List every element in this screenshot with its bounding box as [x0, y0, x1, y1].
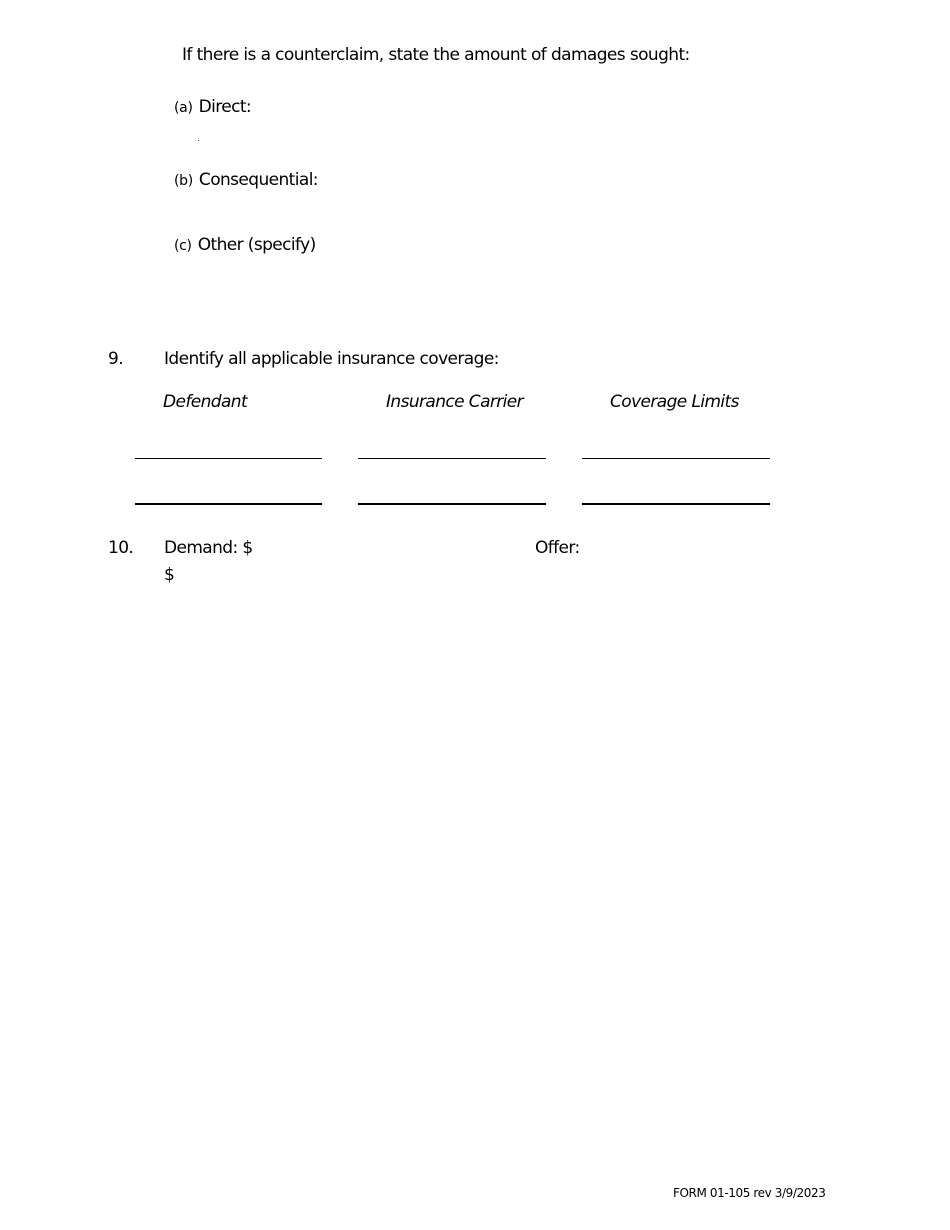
coverage-limits-line-2[interactable]	[582, 503, 770, 505]
demand-label: Demand: $	[164, 538, 253, 558]
counterclaim-item-other	[174, 235, 316, 255]
column-header-coverage-limits: Coverage Limits	[610, 392, 739, 412]
offer-label: Offer:	[535, 538, 580, 558]
form-id-footer: FORM 01-105 rev 3/9/2023	[673, 1186, 826, 1200]
item-letter: (c)	[174, 238, 192, 254]
item-letter: (a)	[174, 100, 193, 116]
defendant-line-1[interactable]	[135, 458, 322, 459]
counterclaim-item-direct	[174, 97, 251, 117]
item-label: Direct:	[198, 97, 252, 117]
item-label: Other (specify)	[197, 235, 316, 255]
column-header-insurance-carrier: Insurance Carrier	[386, 392, 524, 412]
stray-dot	[198, 140, 199, 141]
section-9-number: 9.	[108, 349, 124, 369]
offer-dollar-sign: $	[164, 565, 175, 585]
counterclaim-intro: If there is a counterclaim, state the amount of damages sought:	[182, 45, 690, 65]
defendant-line-2[interactable]	[135, 503, 322, 505]
section-9-text: Identify all applicable insurance coverage:	[164, 349, 499, 369]
item-letter: (b)	[174, 173, 193, 189]
counterclaim-item-consequential	[174, 170, 318, 190]
coverage-limits-line-1[interactable]	[582, 458, 770, 459]
item-label: Consequential:	[198, 170, 318, 190]
column-header-defendant: Defendant	[163, 392, 248, 412]
section-10-number: 10.	[108, 538, 134, 558]
insurance-carrier-line-2[interactable]	[358, 503, 546, 505]
insurance-carrier-line-1[interactable]	[358, 458, 546, 459]
